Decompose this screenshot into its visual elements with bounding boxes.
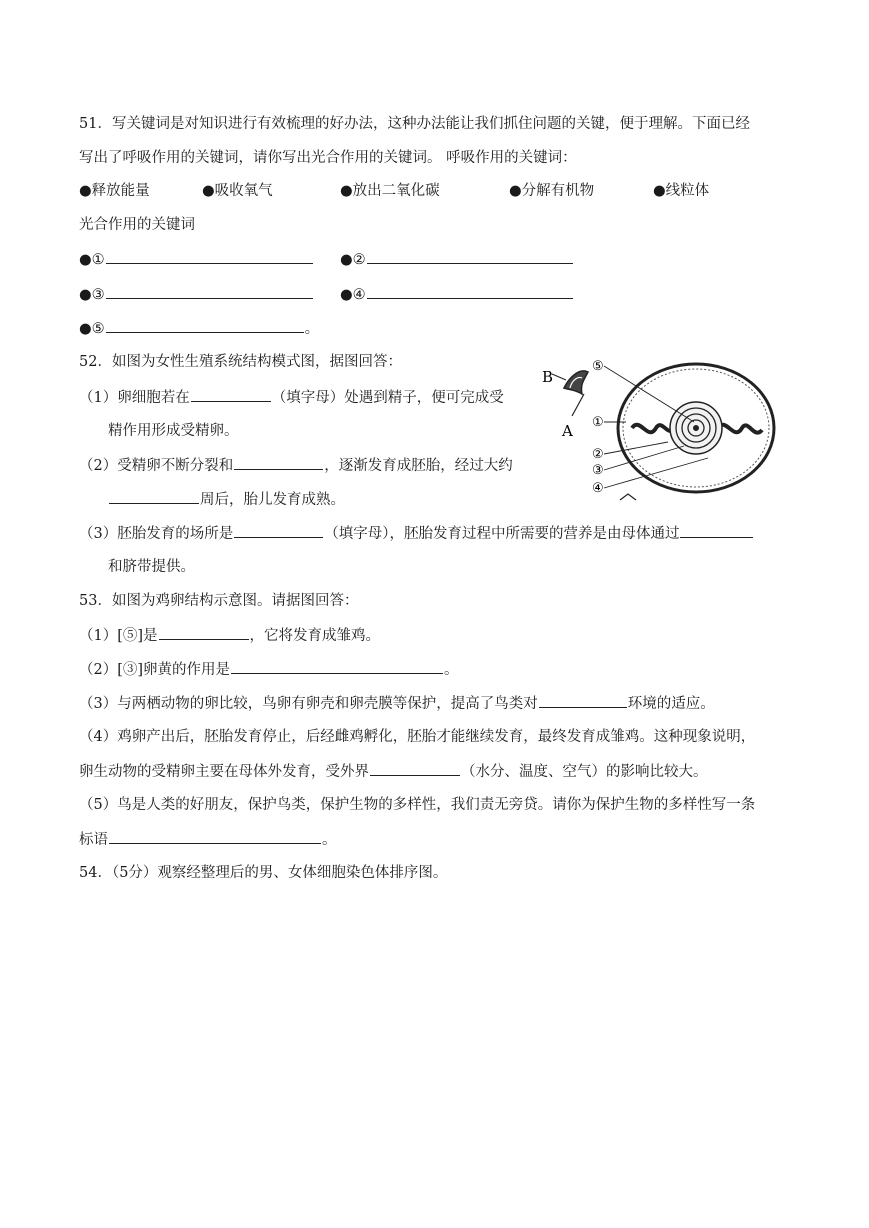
resp-keyword-3	[340, 181, 440, 201]
period: 。	[304, 321, 320, 337]
q53-p4c-text: （水分、温度、空气）的影响比较大。	[461, 764, 708, 780]
answer-blank-q52-5[interactable]	[680, 523, 753, 538]
q53-p2-end: 。	[444, 662, 459, 678]
q52-part3-cont: 和脐带提供。	[108, 559, 195, 575]
photo-keyword-row-3	[79, 284, 314, 305]
resp-keyword-1	[79, 181, 150, 201]
answer-blank-q53-2[interactable]	[231, 659, 443, 674]
answer-blank-4[interactable]	[367, 284, 573, 299]
q52-p3-text: （3）胚胎发育的场所是	[79, 526, 234, 542]
q53-p4b-text: 卵生动物的受精卵主要在母体外发育，受外界	[79, 764, 369, 780]
q52-p2-text: （2）受精卵不断分裂和	[79, 458, 234, 474]
answer-blank-3[interactable]	[106, 284, 313, 299]
answer-blank-q52-2[interactable]	[234, 455, 323, 470]
bullet-2: ●②	[340, 252, 366, 268]
q52-p1-text-end: （填字母）处遇到精子，便可完成受	[271, 390, 504, 406]
q52-part1-cont: 精作用形成受精卵。	[108, 423, 239, 439]
oviduct-shape	[564, 371, 588, 394]
answer-blank-q53-1[interactable]	[159, 625, 249, 640]
label-a: A	[562, 422, 573, 440]
answer-blank-q52-1[interactable]	[191, 387, 271, 402]
label-4: ④	[592, 481, 604, 496]
q52-p1-text: （1）卵细胞若在	[79, 390, 190, 406]
photo-keyword-row-1	[79, 249, 314, 270]
bullet-3: ●③	[79, 287, 105, 303]
resp-keyword-5	[653, 181, 709, 201]
answer-blank-q53-4[interactable]	[370, 761, 460, 776]
answer-blank-q52-4[interactable]	[234, 523, 323, 538]
q52-p2c-text: 周后，胎儿发育成熟。	[200, 492, 345, 508]
q52-part2-cont	[108, 489, 345, 510]
q52-part3	[79, 523, 754, 544]
answer-blank-q53-3[interactable]	[539, 693, 627, 708]
answer-blank-1[interactable]	[106, 249, 313, 264]
q53-part4: （4）鸡卵产出后，胚胎发育停止，后经雌鸡孵化，胚胎才能继续发育，最终发育成雏鸡。这种现象说明，	[79, 729, 756, 745]
q53-p1-end: ，它将发育成雏鸡。	[249, 628, 381, 644]
resp-keyword-text: ●分解有机物	[509, 183, 595, 199]
q53-p5b-text: 标语	[79, 832, 108, 848]
answer-blank-q52-3[interactable]	[109, 489, 199, 504]
photo-keyword-row-2	[340, 249, 574, 270]
q53-part2	[79, 659, 459, 680]
bullet-4: ●④	[340, 287, 366, 303]
resp-keyword-text: ●释放能量	[79, 183, 150, 199]
photo-keyword-row-5	[79, 318, 319, 339]
q53-part3	[79, 693, 715, 714]
q53-part1	[79, 625, 380, 646]
q51-line2: 写出了呼吸作用的关键词，请你写出光合作用的关键词。 呼吸作用的关键词：	[79, 150, 577, 166]
photo-keyword-row-4	[340, 284, 574, 305]
label-2: ②	[592, 447, 604, 462]
q52-p2-text-end: ，逐渐发育成胚胎，经过大约	[324, 458, 513, 474]
q53-part5: （5）鸟是人类的好朋友，保护鸟类，保护生物的多样性，我们责无旁贷。请你为保护生物的多样性写一条	[79, 797, 756, 813]
answer-blank-2[interactable]	[367, 249, 573, 264]
bullet-1: ●①	[79, 252, 105, 268]
resp-keyword-4	[509, 181, 594, 201]
q52-p3-text-mid: （填字母），胚胎发育过程中所需要的营养是由母体通过	[324, 526, 680, 542]
q53-part4-cont	[79, 761, 708, 782]
label-3: ③	[592, 463, 604, 478]
label-1: ①	[592, 415, 604, 430]
photo-keywords-title: 光合作用的关键词	[79, 217, 195, 233]
q53-p5c-text: 。	[322, 832, 337, 848]
answer-blank-5[interactable]	[106, 318, 304, 333]
q53-p3-end: 环境的适应。	[627, 696, 715, 712]
resp-keyword-text: ●放出二氧化碳	[340, 183, 440, 199]
q53-p2-text: （2）[③]卵黄的作用是	[79, 662, 231, 678]
bullet-5: ●⑤	[79, 321, 105, 337]
resp-keyword-text: ●吸收氧气	[202, 183, 273, 199]
q52-part2	[79, 455, 513, 476]
label-5: ⑤	[592, 359, 604, 374]
resp-keyword-text: ●线粒体	[653, 183, 710, 199]
egg-structure-figure	[536, 350, 776, 508]
q52-part1	[79, 387, 504, 408]
q51-line1: 51．写关键词是对知识进行有效梳理的好办法，这种办法能让我们抓住问题的关键，便于理解。下面已经	[79, 116, 750, 132]
egg-diagram-svg	[536, 350, 776, 508]
q53-p3-text: （3）与两栖动物的卵比较，鸟卵有卵壳和卵壳膜等保护，提高了鸟类对	[79, 696, 538, 712]
q54-title: 54．（5分）观察经整理后的男、女体细胞染色体排序图。	[79, 865, 448, 881]
answer-blank-q53-5[interactable]	[109, 829, 321, 844]
q52-title: 52．如图为女性生殖系统结构模式图，据图回答：	[79, 354, 402, 370]
label-b: B	[542, 368, 554, 386]
resp-keyword-2	[202, 181, 273, 201]
q53-p1-text: （1）[⑤]是	[79, 628, 158, 644]
q53-part5-cont	[79, 829, 337, 850]
q53-title: 53．如图为鸡卵结构示意图。请据图回答：	[79, 593, 359, 609]
